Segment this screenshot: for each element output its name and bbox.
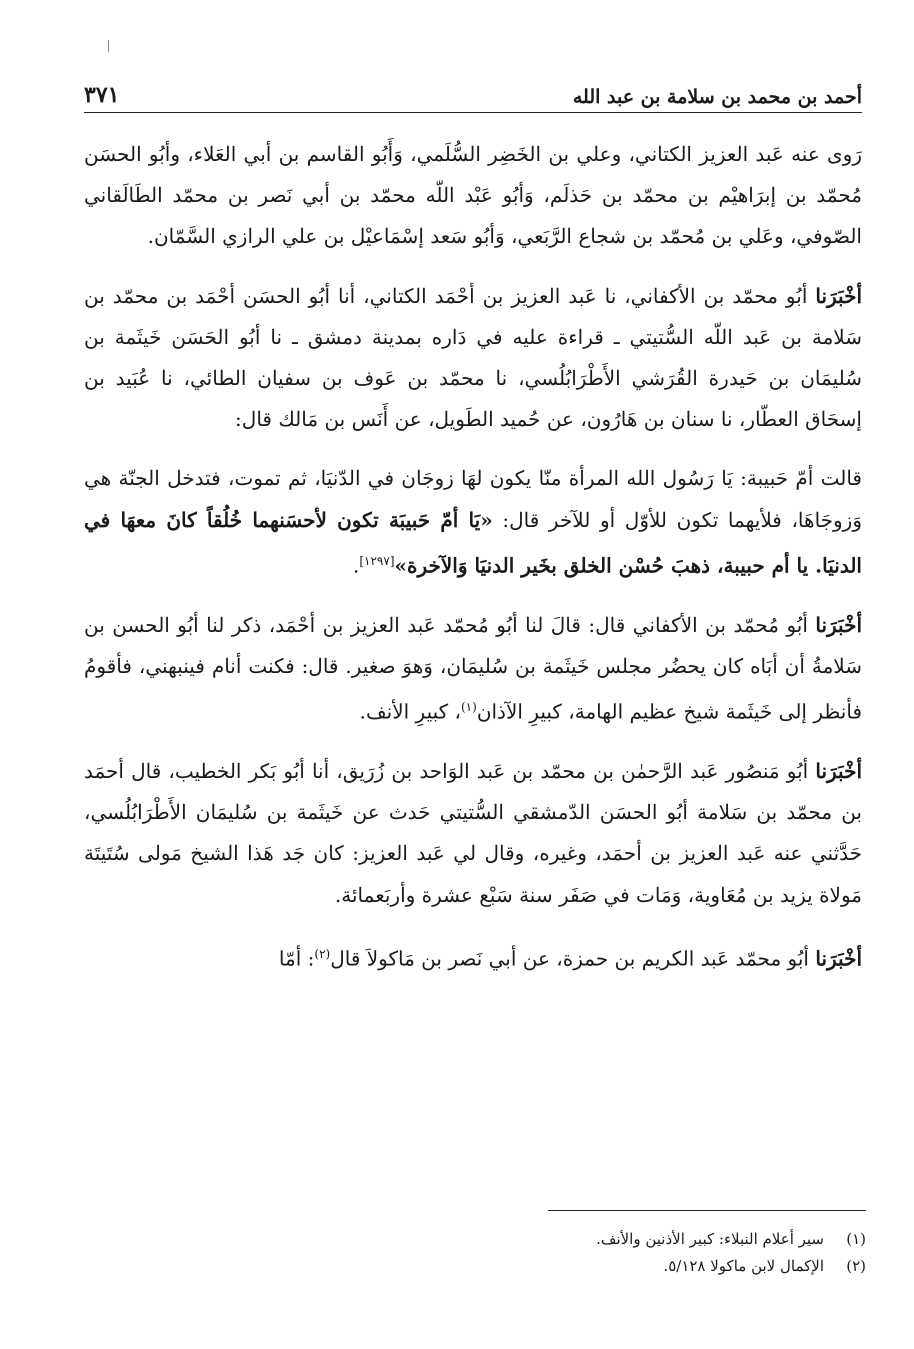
isnad-text-end: : أمّا xyxy=(278,946,315,971)
akhbarana-keyword: أخْبَرَنا xyxy=(815,283,862,308)
page-number: ٣٧١ xyxy=(84,82,120,108)
hadith-number: [١٢٩٧] xyxy=(359,553,395,568)
paragraph-narrators: رَوى عنه عَبد العزيز الكتاني، وعلي بن الخَضِر السُّلَمي، وَأَبُو القاسم بن أبي العَلاء، وأبُو الحسَن مُحمّد بن إبرَاهيْم بن محمّد بن حَذلَم، وَأبُو عَبْد اللّه محمّد بن أبي نَصر بن محمّد الطَالَقاني الصّوفي، وعَلي بن مُحمّد بن شجاع الرَّبَعي، وَأبُو سَعد إسْمَاعيْل بن علي الرازي السَّمّان. xyxy=(84,142,862,249)
footnote-item xyxy=(84,1253,866,1280)
margin-tick xyxy=(108,40,109,52)
footnote-item xyxy=(84,1226,866,1253)
footnote-number: (٢) xyxy=(846,1257,866,1275)
isnad-text: أبُو محمّد عَبد الكريم بن حمزة، عن أبي نَصر بن مَاكولاَ قال xyxy=(330,946,809,971)
isnad-text-end: ، كبيرِ الأنف. xyxy=(359,699,461,724)
footnote-ref-1[interactable]: (١) xyxy=(460,700,477,715)
footnote-number: (١) xyxy=(846,1230,866,1248)
footnotes xyxy=(84,1226,866,1280)
paragraph-isnad-3 xyxy=(84,751,862,916)
paragraph-hadith: قالت أمّ حَبيبة: يَا رَسُول الله المرأة منّا يكون لهَا زوجَان في الدّنيَا، ثم تموت، فتدخل الجنّة هي وَزوجَاهَا، فلأيهما تكون للأوّل أو للآخر قال: «يَا أمّ حَبيبَة تكون لأحسَنهما خُلُقاً كانَ معهَا في الدنيَا. يا أم حبيبة، ذهبَ حُسْن الخلق بخَير الدنيَا وَالآخرة»[١٢٩٧]. xyxy=(84,466,862,578)
running-header xyxy=(84,72,862,113)
footnote-ref-2[interactable]: (٢) xyxy=(314,946,331,961)
main-text xyxy=(84,134,862,980)
footnote-text: الإكمال لابن ماكولا ٥/١٢٨. xyxy=(663,1257,824,1275)
akhbarana-keyword: أخْبَرَنا xyxy=(815,758,862,783)
akhbarana-keyword: أخْبَرَنا xyxy=(815,612,862,637)
hadith-intro: قالت أمّ حَبيبة: يَا رَسُول الله المرأة منّا يكون لهَا زوجَان في الدّنيَا، ثم تموت، فتدخل الجنّة هي وَزوجَاهَا، فلأيهما تكون للأوّل أو للآخر قال: xyxy=(84,466,862,532)
paragraph-isnad-1 xyxy=(84,276,862,441)
hadith-text: «يَا أمّ حَبيبَة تكون لأحسَنهما خُلُقاً كانَ معهَا في الدنيَا. يا أم حبيبة، ذهبَ حُسْن الخلق بخَير الدنيَا وَالآخرة» xyxy=(84,507,862,578)
paragraph-isnad-2 xyxy=(84,605,862,733)
isnad-text: أبُو مُحمّد بن الأكفاني قال: قالَ لنا أبُو مُحمّد عَبد العزيز بن أحْمَد، ذكر لنا أبُو الحسن بن سَلامةُ أن أبَاه كان يحضُر مجلس خَيثَمة بن سُليمَان، وَهوَ صغير. قال: فكنت أنام فينبهني، فأقومُ فأنظر إلى خَيثَمة شيخ عظيم الهامة، كبيرِ الآذان xyxy=(84,612,862,724)
footnote-divider xyxy=(548,1210,866,1211)
footnote-text: سير أعلام النبلاء: كبير الأذنين والأنف. xyxy=(596,1230,824,1248)
isnad-text: أبُو مَنصُور عَبد الرَّحمٰن بن محمّد بن عَبد الوَاحد بن زُرَيق، أنا أبُو بَكر الخطيب، قال أحمَد بن محمّد بن سَلامة أبُو الحسَن الدّمشقي السُّتيتي حَدث عن خَيثَمة بن سُليمَان الأَطْرَابُلُسي، حَدَّثني عنه عَبد العزيز بن أحمَد، وغيره، وقال لي عَبد العزيز: كان جَد هَذا الشيخ مَولى سُتَيتَة مَولاة يزيد بن مُعَاوية، وَمَات في صَفَر سنة سَبْع عشرة وأربَعمائة. xyxy=(84,758,862,907)
header-title: أحمد بن محمد بن سلامة بن عبد الله xyxy=(572,86,862,108)
isnad-text: أبُو محمّد بن الأكفاني، نا عَبد العزيز بن أحْمَد الكتاني، أنا أبُو الحسَن أحْمَد بن محمّد بن سَلامة بن عَبد اللّه السُّتيتي ـ قراءة عليه في دَاره بمدينة دمشق ـ نا أبُو الحَسَن خَيثَمة بن سُليمَان بن حَيدرة القُرَشي الأَطْرَابُلُسي، نا محمّد بن عَوف بن سفيان الطائي، نا عُبَيد بن إسحَاق العطّار، نا سنان بن هَارُون، عن حُميد الطَويل، عن أَنَس بن مَالك قال: xyxy=(84,283,862,432)
paragraph-isnad-4 xyxy=(84,934,862,980)
akhbarana-keyword: أخْبَرَنا xyxy=(815,946,862,971)
